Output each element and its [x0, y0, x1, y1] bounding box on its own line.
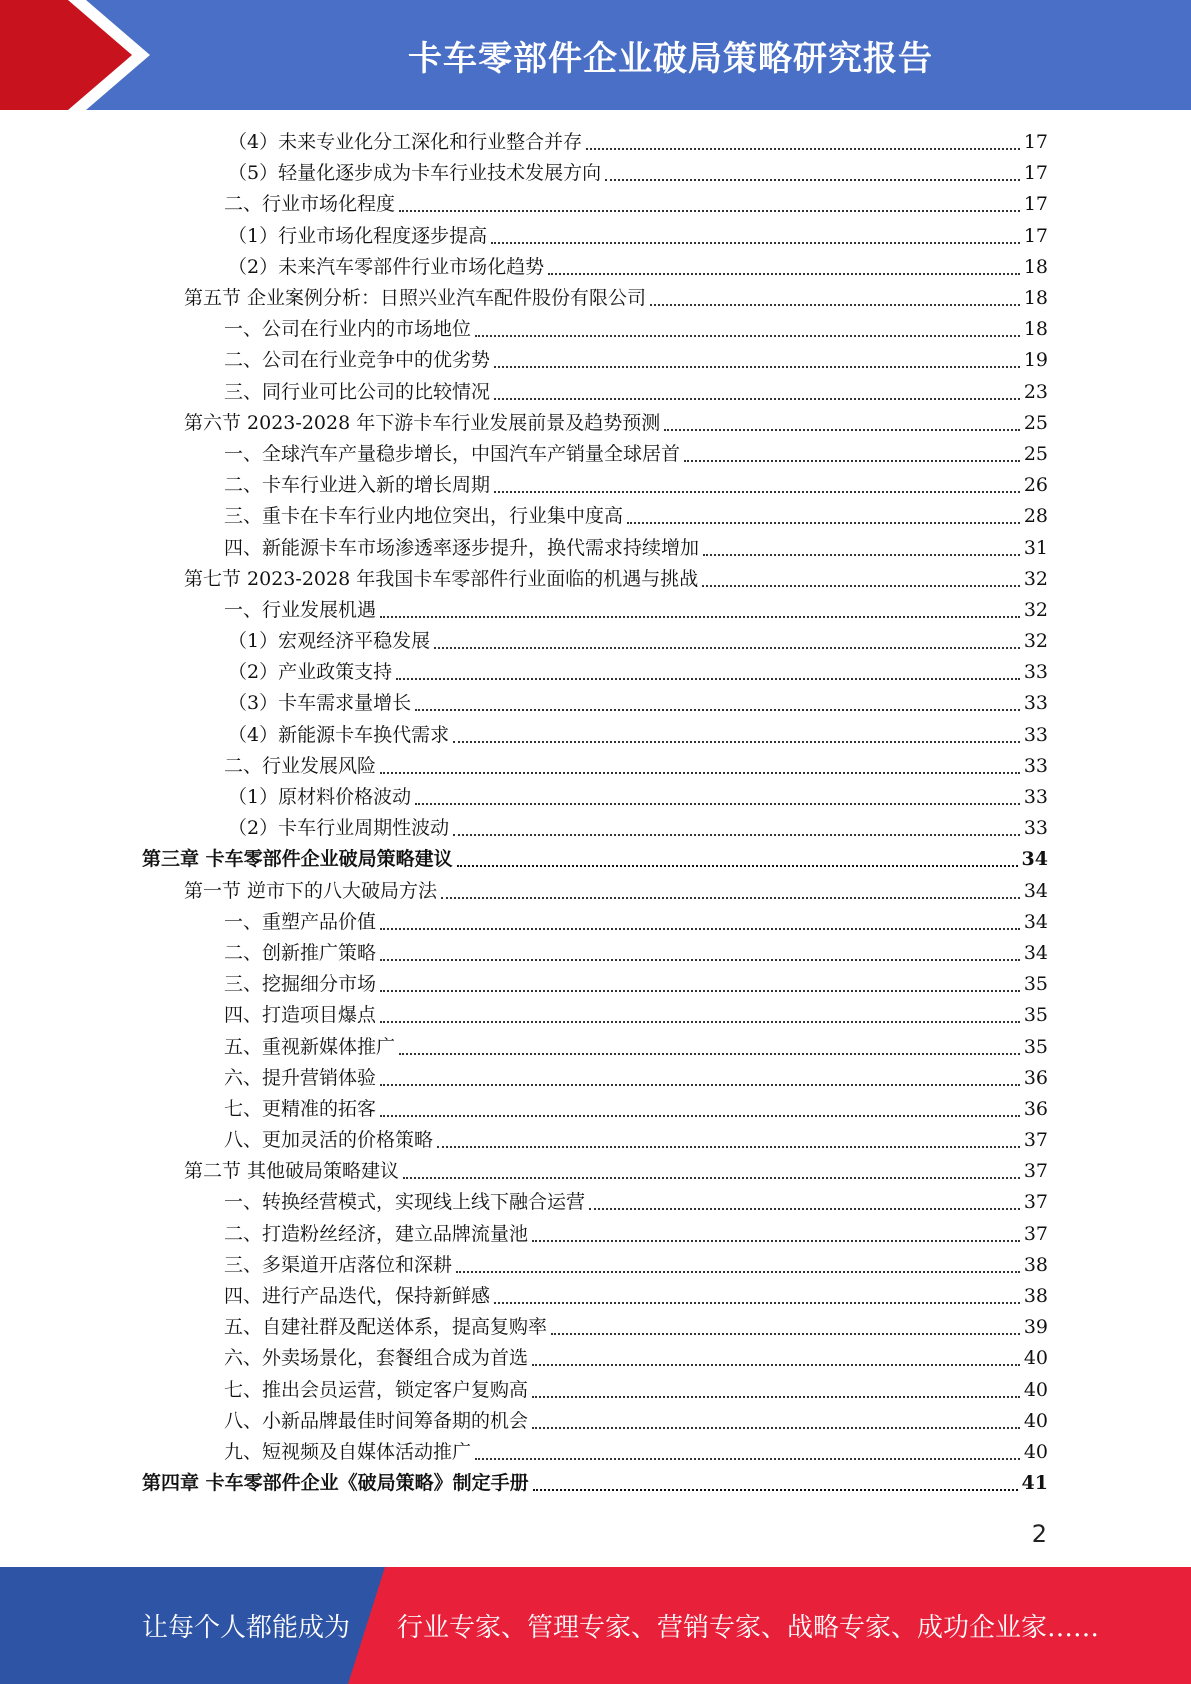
- toc-dot-leader: [380, 927, 1020, 930]
- toc-entry-page: 38: [1023, 1253, 1048, 1276]
- toc-entry-label: 二、公司在行业竞争中的优劣势: [224, 349, 491, 372]
- toc-entry-label: （1）行业市场化程度逐步提高: [228, 224, 488, 247]
- toc-entry-page: 18: [1023, 255, 1048, 278]
- toc-dot-leader: [664, 428, 1020, 431]
- toc-subsection-entry[interactable]: [0, 158, 1048, 189]
- toc-entry-label: 四、进行产品迭代，保持新鲜感: [224, 1285, 491, 1308]
- toc-entry-label: 一、转换经营模式，实现线上线下融合运营: [224, 1191, 586, 1214]
- toc-section-entry[interactable]: [0, 564, 1048, 595]
- toc-dot-leader: [475, 1457, 1020, 1460]
- toc-entry-label: 第三章 卡车零部件企业破局策略建议: [142, 848, 453, 871]
- toc-subsection-entry[interactable]: [0, 501, 1048, 532]
- toc-entry-label: （3）卡车需求量增长: [228, 692, 412, 715]
- toc-section-entry[interactable]: [0, 283, 1048, 314]
- toc-dot-leader: [399, 209, 1020, 212]
- toc-entry-page: 34: [1023, 910, 1048, 933]
- toc-dot-leader: [415, 802, 1020, 805]
- toc-dot-leader: [453, 740, 1020, 743]
- page-footer: [0, 1567, 1191, 1684]
- toc-entry-page: 39: [1023, 1316, 1048, 1339]
- toc-entry-label: 第五节 企业案例分析：日照兴业汽车配件股份有限公司: [184, 287, 647, 310]
- toc-subsection-entry[interactable]: [0, 189, 1048, 220]
- toc-entry-page: 17: [1023, 131, 1048, 154]
- toc-subsection-entry[interactable]: [0, 1437, 1048, 1468]
- toc-section-entry[interactable]: [0, 876, 1048, 907]
- toc-dot-leader: [457, 864, 1018, 867]
- toc-dot-leader: [650, 303, 1020, 306]
- toc-dot-leader: [415, 708, 1020, 711]
- toc-entry-page: 32: [1023, 598, 1048, 621]
- toc-entry-page: 25: [1023, 442, 1048, 465]
- toc-entry-label: 七、更精准的拓客: [224, 1097, 377, 1120]
- toc-entry-page: 32: [1023, 567, 1048, 590]
- toc-chapter-entry[interactable]: [0, 844, 1048, 875]
- toc-entry-page: 36: [1023, 1066, 1048, 1089]
- toc-entry-label: 七、推出会员运营，锁定客户复购高: [224, 1378, 529, 1401]
- toc-entry-page: 33: [1023, 817, 1048, 840]
- toc-entry-label: （5）轻量化逐步成为卡车行业技术发展方向: [228, 162, 602, 185]
- toc-entry-label: 五、自建社群及配送体系，提高复购率: [224, 1316, 548, 1339]
- toc-entry-page: 33: [1023, 723, 1048, 746]
- toc-entry-label: （2）卡车行业周期性波动: [228, 817, 450, 840]
- toc-entry-label: 四、打造项目爆点: [224, 1004, 377, 1027]
- toc-entry-label: 二、创新推广策略: [224, 941, 377, 964]
- toc-subsection-entry[interactable]: [0, 1031, 1048, 1062]
- toc-entry-page: 33: [1023, 692, 1048, 715]
- toc-dot-leader: [684, 459, 1020, 462]
- toc-dot-leader: [380, 1020, 1020, 1023]
- toc-entry-page: 41: [1021, 1472, 1048, 1495]
- toc-entry-page: 17: [1023, 193, 1048, 216]
- toc-subsection-entry[interactable]: [0, 314, 1048, 345]
- toc-entry-label: 一、重塑产品价值: [224, 910, 377, 933]
- toc-subsection-entry[interactable]: [0, 938, 1048, 969]
- toc-subsection-entry[interactable]: [0, 1343, 1048, 1374]
- toc-entry-label: （4）未来专业化分工深化和行业整合并存: [228, 131, 583, 154]
- toc-entry-page: 26: [1023, 474, 1048, 497]
- toc-entry-page: 40: [1023, 1409, 1048, 1432]
- toc-entry-label: （2）产业政策支持: [228, 661, 393, 684]
- toc-subsection-entry[interactable]: [0, 377, 1048, 408]
- toc-entry-label: 一、行业发展机遇: [224, 598, 377, 621]
- toc-section-entry[interactable]: [0, 1156, 1048, 1187]
- toc-dot-leader: [532, 1426, 1020, 1429]
- toc-entry-page: 17: [1023, 224, 1048, 247]
- toc-entry-page: 19: [1023, 349, 1048, 372]
- toc-dot-leader: [494, 490, 1020, 493]
- toc-entry-label: 二、行业发展风险: [224, 754, 377, 777]
- toc-entry-page: 36: [1023, 1097, 1048, 1120]
- toc-entry-label: （2）未来汽车零部件行业市场化趋势: [228, 255, 545, 278]
- toc-entry-label: 六、外卖场景化，套餐组合成为首选: [224, 1347, 529, 1370]
- toc-dot-leader: [380, 1114, 1020, 1117]
- toc-dot-leader: [586, 147, 1020, 150]
- toc-dot-leader: [494, 1301, 1020, 1304]
- toc-entry-page: 35: [1023, 1035, 1048, 1058]
- toc-entry-label: 五、重视新媒体推广: [224, 1035, 396, 1058]
- toc-dot-leader: [380, 958, 1020, 961]
- toc-entry-label: 二、卡车行业进入新的增长周期: [224, 474, 491, 497]
- toc-dot-leader: [605, 178, 1020, 181]
- toc-subsection-entry[interactable]: [0, 470, 1048, 501]
- toc-dot-leader: [703, 553, 1020, 556]
- red-arrow-shape: [0, 0, 150, 110]
- table-of-contents: [0, 127, 1191, 1499]
- toc-entry-page: 35: [1023, 973, 1048, 996]
- toc-entry-label: 第七节 2023-2028 年我国卡车零部件行业面临的机遇与挑战: [184, 567, 699, 590]
- toc-subsection-entry[interactable]: [0, 1281, 1048, 1312]
- toc-dot-leader: [494, 365, 1020, 368]
- toc-entry-page: 31: [1023, 536, 1048, 559]
- toc-dot-leader: [532, 1363, 1020, 1366]
- toc-subsection-entry[interactable]: [0, 595, 1048, 626]
- toc-entry-label: 三、挖掘细分市场: [224, 973, 377, 996]
- toc-chapter-entry[interactable]: [0, 1468, 1048, 1499]
- toc-entry-label: 一、全球汽车产量稳步增长，中国汽车产销量全球居首: [224, 442, 681, 465]
- toc-dot-leader: [453, 833, 1020, 836]
- toc-subsection-entry[interactable]: [0, 782, 1048, 813]
- toc-dot-leader: [627, 521, 1020, 524]
- toc-dot-leader: [589, 1207, 1020, 1210]
- footer-slogan-right: 行业专家、管理专家、营销专家、战略专家、成功企业家……: [397, 1613, 1100, 1643]
- toc-subsection-entry[interactable]: [0, 439, 1048, 470]
- toc-entry-page: 37: [1023, 1129, 1048, 1152]
- toc-entry-label: 二、行业市场化程度: [224, 193, 396, 216]
- toc-entry-page: 18: [1023, 287, 1048, 310]
- toc-subsection-entry[interactable]: [0, 127, 1048, 158]
- toc-entry-page: 33: [1023, 754, 1048, 777]
- toc-entry-label: 第四章 卡车零部件企业《破局策略》制定手册: [142, 1472, 529, 1495]
- page-header: [0, 0, 1191, 110]
- toc-entry-label: 三、同行业可比公司的比较情况: [224, 380, 491, 403]
- report-title: 卡车零部件企业破局策略研究报告: [408, 38, 933, 79]
- toc-subsection-entry[interactable]: [0, 221, 1048, 252]
- toc-dot-leader: [396, 677, 1020, 680]
- toc-dot-leader: [494, 397, 1020, 400]
- toc-subsection-entry[interactable]: [0, 1000, 1048, 1031]
- toc-entry-page: 34: [1023, 941, 1048, 964]
- toc-entry-page: 40: [1023, 1378, 1048, 1401]
- toc-dot-leader: [548, 272, 1020, 275]
- toc-dot-leader: [380, 1083, 1020, 1086]
- toc-dot-leader: [403, 1176, 1020, 1179]
- toc-entry-page: 25: [1023, 411, 1048, 434]
- toc-entry-page: 28: [1023, 505, 1048, 528]
- toc-entry-label: 二、打造粉丝经济，建立品牌流量池: [224, 1222, 529, 1245]
- toc-subsection-entry[interactable]: [0, 345, 1048, 376]
- toc-dot-leader: [437, 1145, 1020, 1148]
- red-arrow-graphic: [0, 0, 160, 110]
- toc-subsection-entry[interactable]: [0, 1094, 1048, 1125]
- toc-dot-leader: [533, 1488, 1018, 1491]
- toc-entry-page: 32: [1023, 630, 1048, 653]
- toc-entry-page: 35: [1023, 1004, 1048, 1027]
- toc-entry-page: 18: [1023, 318, 1048, 341]
- footer-slogan-left: 让每个人都能成为: [142, 1613, 351, 1643]
- toc-entry-label: （4）新能源卡车换代需求: [228, 723, 450, 746]
- toc-subsection-entry[interactable]: [0, 626, 1048, 657]
- toc-entry-page: 34: [1021, 848, 1048, 871]
- toc-entry-page: 33: [1023, 661, 1048, 684]
- toc-dot-leader: [475, 334, 1020, 337]
- toc-entry-label: 第一节 逆市下的八大破局方法: [184, 879, 438, 902]
- toc-entry-page: 40: [1023, 1440, 1048, 1463]
- toc-entry-label: （1）宏观经济平稳发展: [228, 630, 431, 653]
- toc-subsection-entry[interactable]: [0, 252, 1048, 283]
- toc-dot-leader: [491, 241, 1020, 244]
- toc-subsection-entry[interactable]: [0, 751, 1048, 782]
- toc-entry-label: 九、短视频及自媒体活动推广: [224, 1440, 472, 1463]
- toc-entry-label: 一、公司在行业内的市场地位: [224, 318, 472, 341]
- toc-subsection-entry[interactable]: [0, 1125, 1048, 1156]
- toc-entry-label: 四、新能源卡车市场渗透率逐步提升，换代需求持续增加: [224, 536, 700, 559]
- toc-entry-page: 37: [1023, 1191, 1048, 1214]
- toc-entry-label: 三、重卡在卡车行业内地位突出，行业集中度高: [224, 505, 624, 528]
- toc-subsection-entry[interactable]: [0, 688, 1048, 719]
- toc-subsection-entry[interactable]: [0, 907, 1048, 938]
- toc-subsection-entry[interactable]: [0, 1187, 1048, 1218]
- toc-dot-leader: [702, 584, 1020, 587]
- toc-entry-page: 38: [1023, 1285, 1048, 1308]
- toc-entry-page: 34: [1023, 879, 1048, 902]
- toc-subsection-entry[interactable]: [0, 1406, 1048, 1437]
- page-number: 2: [1031, 1520, 1047, 1548]
- toc-dot-leader: [551, 1332, 1020, 1335]
- toc-subsection-entry[interactable]: [0, 1219, 1048, 1250]
- toc-entry-page: 37: [1023, 1222, 1048, 1245]
- toc-dot-leader: [532, 1395, 1020, 1398]
- toc-subsection-entry[interactable]: [0, 813, 1048, 844]
- toc-entry-label: 八、更加灵活的价格策略: [224, 1129, 434, 1152]
- toc-dot-leader: [380, 989, 1020, 992]
- toc-dot-leader: [380, 615, 1020, 618]
- toc-subsection-entry[interactable]: [0, 969, 1048, 1000]
- toc-dot-leader: [441, 896, 1020, 899]
- toc-subsection-entry[interactable]: [0, 657, 1048, 688]
- toc-subsection-entry[interactable]: [0, 720, 1048, 751]
- toc-entry-page: 40: [1023, 1347, 1048, 1370]
- toc-entry-label: （1）原材料价格波动: [228, 786, 412, 809]
- toc-entry-page: 33: [1023, 786, 1048, 809]
- toc-dot-leader: [399, 1052, 1020, 1055]
- toc-section-entry[interactable]: [0, 408, 1048, 439]
- toc-dot-leader: [380, 771, 1020, 774]
- toc-dot-leader: [434, 646, 1020, 649]
- toc-subsection-entry[interactable]: [0, 1312, 1048, 1343]
- toc-entry-label: 第六节 2023-2028 年下游卡车行业发展前景及趋势预测: [184, 411, 661, 434]
- toc-entry-label: 八、小新品牌最佳时间筹备期的机会: [224, 1409, 529, 1432]
- toc-entry-label: 第二节 其他破局策略建议: [184, 1160, 400, 1183]
- toc-entry-page: 17: [1023, 162, 1048, 185]
- toc-dot-leader: [532, 1239, 1020, 1242]
- toc-entry-page: 37: [1023, 1160, 1048, 1183]
- toc-entry-label: 三、多渠道开店落位和深耕: [224, 1253, 453, 1276]
- toc-subsection-entry[interactable]: [0, 1250, 1048, 1281]
- toc-subsection-entry[interactable]: [0, 1375, 1048, 1406]
- toc-entry-page: 23: [1023, 380, 1048, 403]
- toc-subsection-entry[interactable]: [0, 532, 1048, 563]
- toc-subsection-entry[interactable]: [0, 1063, 1048, 1094]
- toc-entry-label: 六、提升营销体验: [224, 1066, 377, 1089]
- toc-dot-leader: [456, 1270, 1020, 1273]
